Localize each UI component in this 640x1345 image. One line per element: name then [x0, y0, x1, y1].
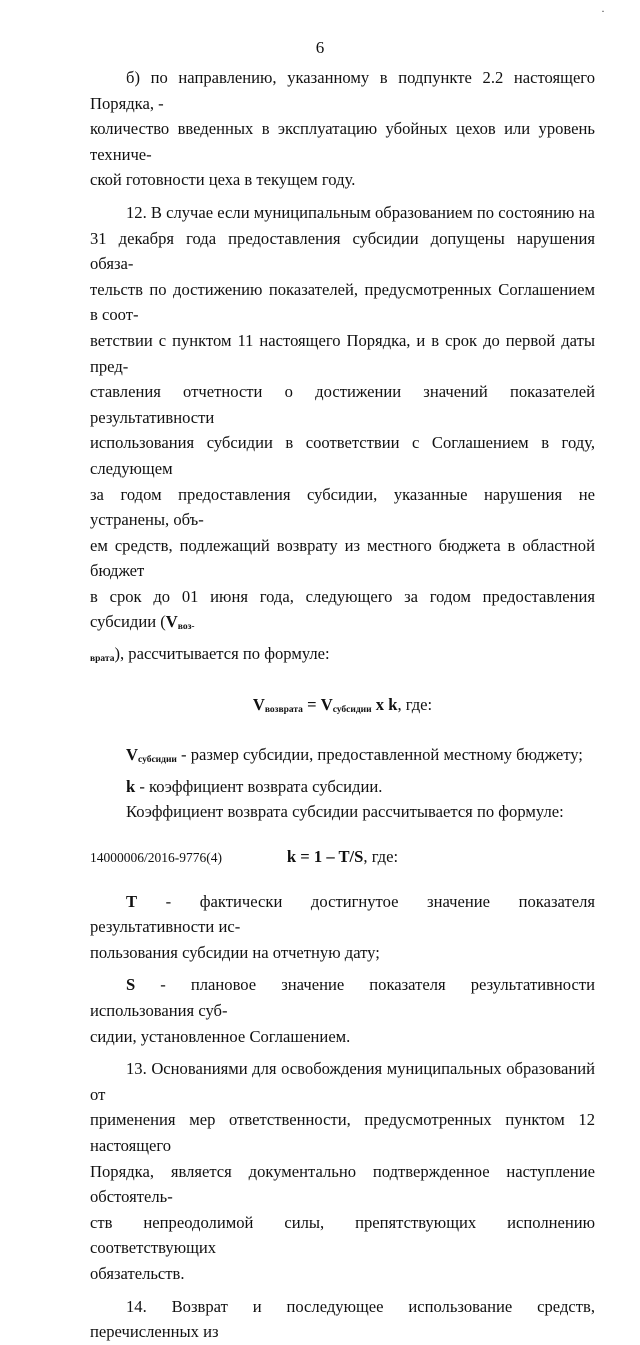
text-line: тельств по достижению показателей, предусмотренных Соглашением в соот- [90, 279, 595, 325]
paragraph-b [90, 65, 595, 193]
text-line [90, 584, 595, 641]
definition-s [90, 972, 595, 1049]
text-line: за годом предоставления субсидии, указанные нарушения не устранены, объ- [90, 484, 595, 530]
text-line [90, 972, 595, 1023]
subscript: врата [90, 654, 115, 665]
formula-refund [90, 692, 595, 724]
formula-expression: k = 1 – T/S [286, 847, 364, 867]
definition-v-subsidy [90, 742, 595, 774]
subscript: возврата [264, 704, 303, 715]
text-line: ств непреодолимой силы, препятствующих исполнению соответствующих [90, 1212, 595, 1258]
text-line: ставления отчетности о достижении значений показателей результативности [90, 382, 595, 427]
text-fragment: ), рассчитывается по формуле: [114, 644, 330, 664]
text-line: 12. В случае если муниципальным образованием по состоянию на [126, 202, 595, 222]
multiply-sign: x [371, 694, 389, 714]
document-body [90, 65, 595, 1345]
text-line: обязательств. [90, 1263, 185, 1283]
paragraph-12 [90, 200, 595, 673]
page-number: 6 [315, 38, 325, 57]
text-line: ветствии с пунктом 11 настоящего Порядка, и в срок до первой даты пред- [90, 330, 595, 376]
text-line: сидии, установленное Соглашением. [90, 1026, 351, 1046]
text-line: пользования субсидии на отчетную дату; [90, 942, 380, 962]
text-fragment: - размер субсидии, предоставленной местному бюджету; [176, 745, 583, 765]
text-line: 31 декабря года предоставления субсидии допущены нарушения обяза- [90, 228, 595, 274]
text-line [90, 889, 595, 940]
variable-s: S [126, 975, 136, 995]
text-fragment: - плановое значение показателя результативности использования суб- [90, 975, 595, 1020]
text-line: применения мер ответственности, предусмотренных пунктом 12 настоящего [90, 1110, 595, 1155]
variable-k: k [126, 776, 136, 796]
corner-mark: · [601, 4, 605, 18]
text-line: 13. Основаниями для освобождения муниципальных образований от [90, 1059, 595, 1104]
text-line: ской готовности цеха в текущем году. [90, 170, 356, 190]
document-code: 14000006/2016-9776(4) [90, 850, 222, 865]
text-line: использования субсидии в соответствии с Соглашением в году, следующем [90, 433, 595, 478]
subscript: воз- [177, 622, 195, 633]
coefficient-intro: Коэффициент возврата субсидии рассчитывается по формуле: [126, 802, 564, 822]
paragraph-14 [90, 1294, 595, 1345]
text-line [90, 641, 595, 673]
text-fragment: - коэффициент возврата субсидии. [135, 776, 383, 796]
text-line: Порядка, является документально подтвержденное наступление обстоятель- [90, 1161, 595, 1207]
variable-k: k [388, 694, 398, 714]
definition-t [90, 889, 595, 966]
text-line: б) по направлению, указанному в подпункте 2.2 настоящего Порядка, - [90, 68, 595, 113]
text-fragment: - фактически достигнутое значение показателя результативности ис- [90, 891, 595, 937]
text-line: 14. Возврат и последующее использование средств, перечисленных из [90, 1296, 595, 1342]
variable-t: T [126, 891, 138, 911]
text-fragment: в срок до 01 июня года, следующего за годом предоставления субсидии ( [90, 586, 595, 632]
equals-sign: = [302, 694, 321, 714]
definition-k [90, 774, 595, 800]
variable-v: V [165, 612, 178, 632]
text-fragment: , где: [397, 694, 433, 714]
variable-v: V [126, 745, 138, 765]
text-line: количество введенных в эксплуатацию убойных цехов или уровень техниче- [90, 119, 595, 164]
text-line: ем средств, подлежащий возврату из местного бюджета в областной бюджет [90, 535, 595, 581]
subscript: субсидии [332, 704, 372, 715]
variable-v: V [320, 694, 333, 714]
text-fragment: , где: [363, 847, 399, 867]
paragraph-13 [90, 1056, 595, 1286]
variable-v: V [252, 694, 265, 714]
subscript: субсидии [137, 755, 177, 766]
